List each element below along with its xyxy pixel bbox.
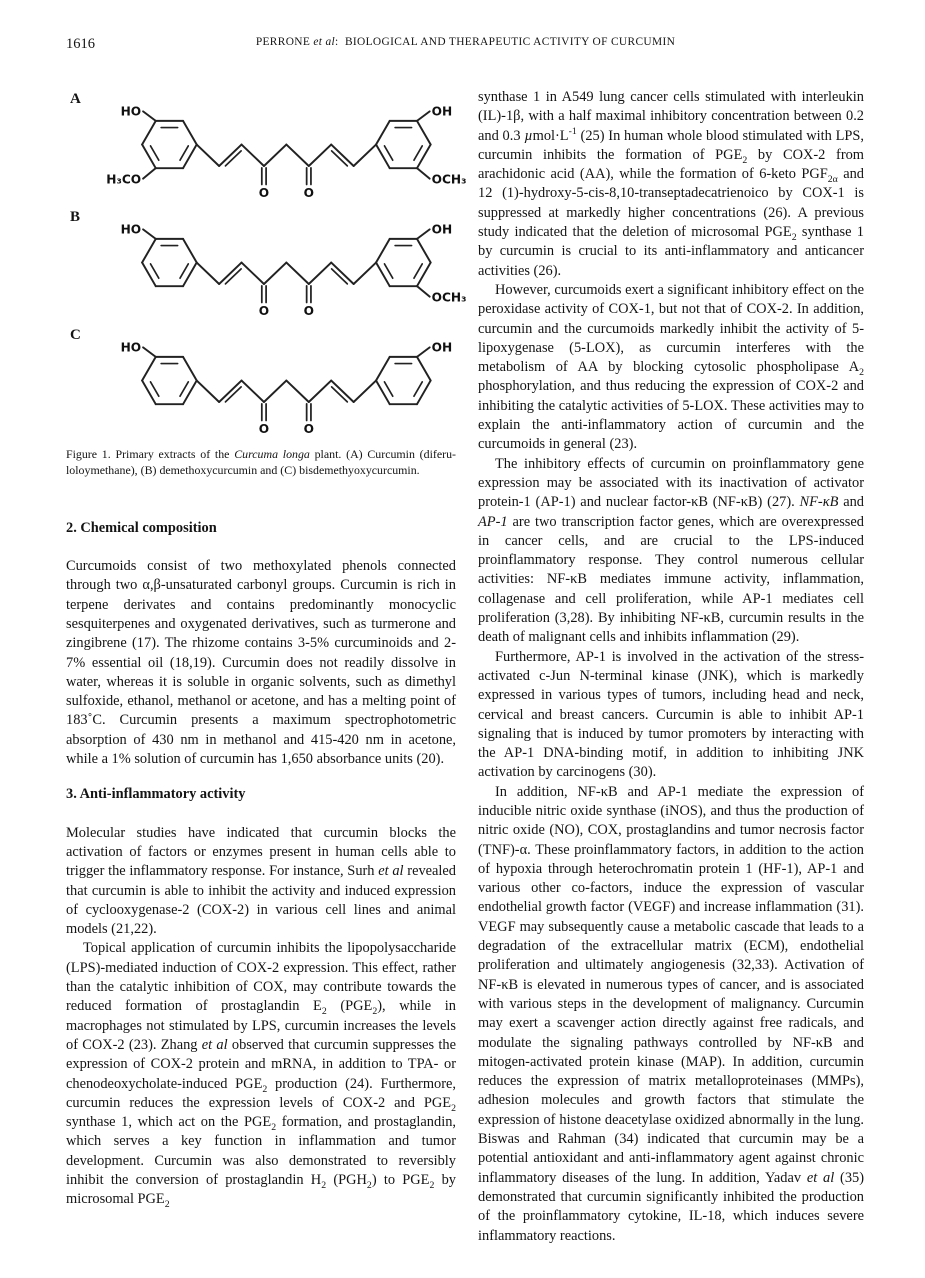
svg-text:O: O — [258, 304, 270, 319]
right-paragraph-3: The inhibitory effects of curcumin on proinflammatory gene expression may be associated with its inactivation of activator protein-1 (AP-1) and nuclear factor-κB (NF-κB) (27). NF-κB and AP-1 are two transcription factor genes, which are overexpressed in cancer cells, and are crucial to the LPS-induced proinflammatory response. They control numerous cellular activities: NF-κB mediates immune activity, inflammation, collagenase and cell proliferation, while AP-1 mediates cell proliferation (3,28). By inhibiting NF-κB, curcumin results in the death of malignant cells and inhibits inflammation (29). — [478, 455, 864, 646]
structure-a-label: A — [70, 91, 81, 107]
svg-text:O: O — [258, 422, 270, 437]
running-title: PERRONE et al: BIOLOGICAL AND THERAPEUTIC ACTIVITY OF CURCUMIN — [255, 36, 676, 48]
svg-text:H₃CO: H₃CO — [106, 172, 142, 187]
right-paragraph-2: However, curcumoids exert a significant inhibitory effect on the peroxidase activity of COX-1, but not that of COX-2. In addition, curcumin and the curcumoids markedly inhibit the activity of 5-lipoxygenase (5-LOX), as curcumin interferes with the metabolism of AA by blocking cytosolic phospholipase $A_2$ phosphorylation, and thus reducing the expression of COX-2 and inhibiting the catalytic activities of 5-LOX. These activities may to explain the anti-inflammatory action of curcumin and the curcumoids in general (23). — [478, 281, 864, 453]
svg-text:OCH₃: OCH₃ — [431, 172, 467, 187]
structure-a — [66, 88, 467, 206]
structure-c-diagram — [88, 324, 475, 440]
structure-b — [66, 206, 467, 324]
svg-text:OH: OH — [431, 222, 453, 237]
svg-text:O: O — [303, 422, 314, 437]
structure-c-label: C — [70, 327, 81, 343]
left-column — [66, 88, 467, 1211]
right-paragraph-4: Furthermore, AP-1 is involved in the activation of the stress-activated c-Jun N-terminal kinase (JNK), which is markedly expressed in various types of tumors, including head and neck, cervical and breast cancers. Curcumin is able to inhibit AP-1 signaling that is induced by tumor promoters by interacting with the AP-1 DNA-binding motif, in addition to inhibiting JNK activation by carcinogens (30). — [478, 648, 864, 781]
structure-b-diagram — [88, 206, 475, 322]
section-3-paragraph-2: Topical application of curcumin inhibits the lipopolysaccharide (LPS)-mediated induction of COX-2 expression. This effect, rather than the catalytic inhibition of COX, may contribute towards the reduced formation of prostaglandin $E_2$ $(PGE_2)$, while in macrophages not stimulated by LPS, curcumin increases the levels of COX-2 (23). Zhang et al observed that curcumin suppresses the expression of COX-2 protein and mRNA, in addition to TPA- or chenodeoxycholate-induced $PGE_2$ production (24). Furthermore, curcumin reduces the expression levels of COX-2 and $PGE_2$ synthase 1, which act on the $PGE_2$ formation, and prostaglandin, which serves a key function in inflammation and tumor development. Curcumin was also demonstrated to reversibly inhibit the conversion of prostaglandin $H_2$ $(PGH_2)$ to $PGE_2$ by microsomal $PGE_2$ — [66, 940, 456, 1211]
section-3-paragraph-1: Molecular studies have indicated that curcumin blocks the activation of factors or enzymes present in human cells able to trigger the inflammatory response. For instance, Surh et al revealed that curcumin is able to inhibit the activity and induced expression of cyclooxygenase-2 (COX-2) in various cell lines and animal models (21,22). — [66, 824, 457, 938]
svg-text:O: O — [303, 304, 314, 319]
structure-a-diagram — [88, 88, 475, 204]
figure-1-caption: Figure 1. Primary extracts of the Curcuma longa plant. (A) Curcumin (diferu-loloymethane), (B) demethoxycurcumin and (C) bisdemethyoxycurcumin. — [66, 447, 456, 477]
svg-text:OCH₃: OCH₃ — [431, 290, 467, 305]
right-paragraph-1: synthase 1 in A549 lung cancer cells stimulated with interleukin (IL)-1β, with a half maximal inhibitory concentration between 0.2 and 0.3 $\mu mol\cdot L^{-1}$ (25) In human whole blood stimulated with LPS, curcumin inhibits the formation of $PGE_2$ by COX-2 from arachidonic acid (AA), while the formation of 6-keto $PGF_{2\alpha}$ and 12 (1)-hydroxy-5-cis-8,10-transeptadecatrienoico by COX-1 is suppressed at markedly higher concentrations (26). A previous study indicated that the deletion of microsomal $PGE_2$ synthase 1 by curcumin is crucial to its anti-inflammatory and anticancer activities (26). — [478, 89, 865, 279]
right-column — [478, 88, 864, 1246]
svg-text:HO: HO — [120, 340, 142, 355]
figure-1 — [66, 88, 467, 479]
section-2-paragraph-1: Curcumoids consist of two methoxylated phenols connected through two α,β-unsaturated carbonyl groups. Curcumin is rich in terpene derivates and contains predominantly monocyclic sesquiterpenes and oxygenated derivatives, such as turmerone and zingibrene (17). The rhizome contains 3-5% curcuminoids and 2-7% essential oil (18,19). Curcumin does not readily dissolve in water, whereas it is soluble in organic solvents, such as dimethyl sulfoxide, ethanol, methanol or acetone, and has a melting point of 183˚C. Curcumin presents a maximum spectrophotometric absorption of 430 nm in methanol and 415-420 nm in acetone, while a 1% solution of curcumin has 1,650 absorbance units (20). — [66, 558, 456, 768]
svg-text:HO: HO — [120, 104, 142, 119]
page-number: 1616 — [66, 36, 95, 52]
svg-text:OH: OH — [431, 104, 453, 119]
svg-text:HO: HO — [120, 222, 142, 237]
svg-text:O: O — [303, 186, 314, 201]
right-paragraph-5: In addition, NF-κB and AP-1 mediate the expression of inducible nitric oxide synthase (iNOS), and thus the production of nitric oxide (NO), COX, prostaglandins and tumor necrosis factor (TNF)-α. These proinflammatory factors, in addition to the action of hypoxia through heterochromatin protein 1 (HF-1), AP-1 and various other co-factors, induce the expression of vascular endothelial growth factor (VEGF) and increase inflammation (31). VEGF may subsequently cause a metabolic cascade that leads to a degradation of the extracellular matrix (ECM), endothelial proliferation and ultimately angiogenesis (32,33). Activation of NF-κB is elevated in numerous types of cancer, and is associated with various steps in the development of malignancy. Curcumin may exert a scavenger action directly against free radicals, and modulate the signaling pathways controlled by NF-κB and mitogen-activated protein kinase (MAP). In addition, curcumin reduces the expression of matrix metalloproteinases (MMPs), adhesion molecules and growth factors that stimulate the expression of histone deacetylase oxidized abnormally in the lung. Biswas and Rahman (34) indicated that curcumin may be a potential antioxidant and anti-inflammatory agent against chronic inflammatory diseases of the lung. In addition, Yadav et al (35) demonstrated that curcumin significantly inhibited the production of the proinflammatory cytokine, IL-18, which induces severe inflammatory reactions. — [478, 783, 864, 1244]
page-header — [66, 36, 865, 56]
svg-text:O: O — [258, 186, 270, 201]
svg-text:OH: OH — [431, 340, 453, 355]
structure-b-label: B — [70, 209, 81, 225]
section-2-heading: 2. Chemical composition — [66, 519, 217, 536]
structure-c — [66, 324, 456, 442]
section-3-heading: 3. Anti-inflammatory activity — [66, 786, 246, 803]
